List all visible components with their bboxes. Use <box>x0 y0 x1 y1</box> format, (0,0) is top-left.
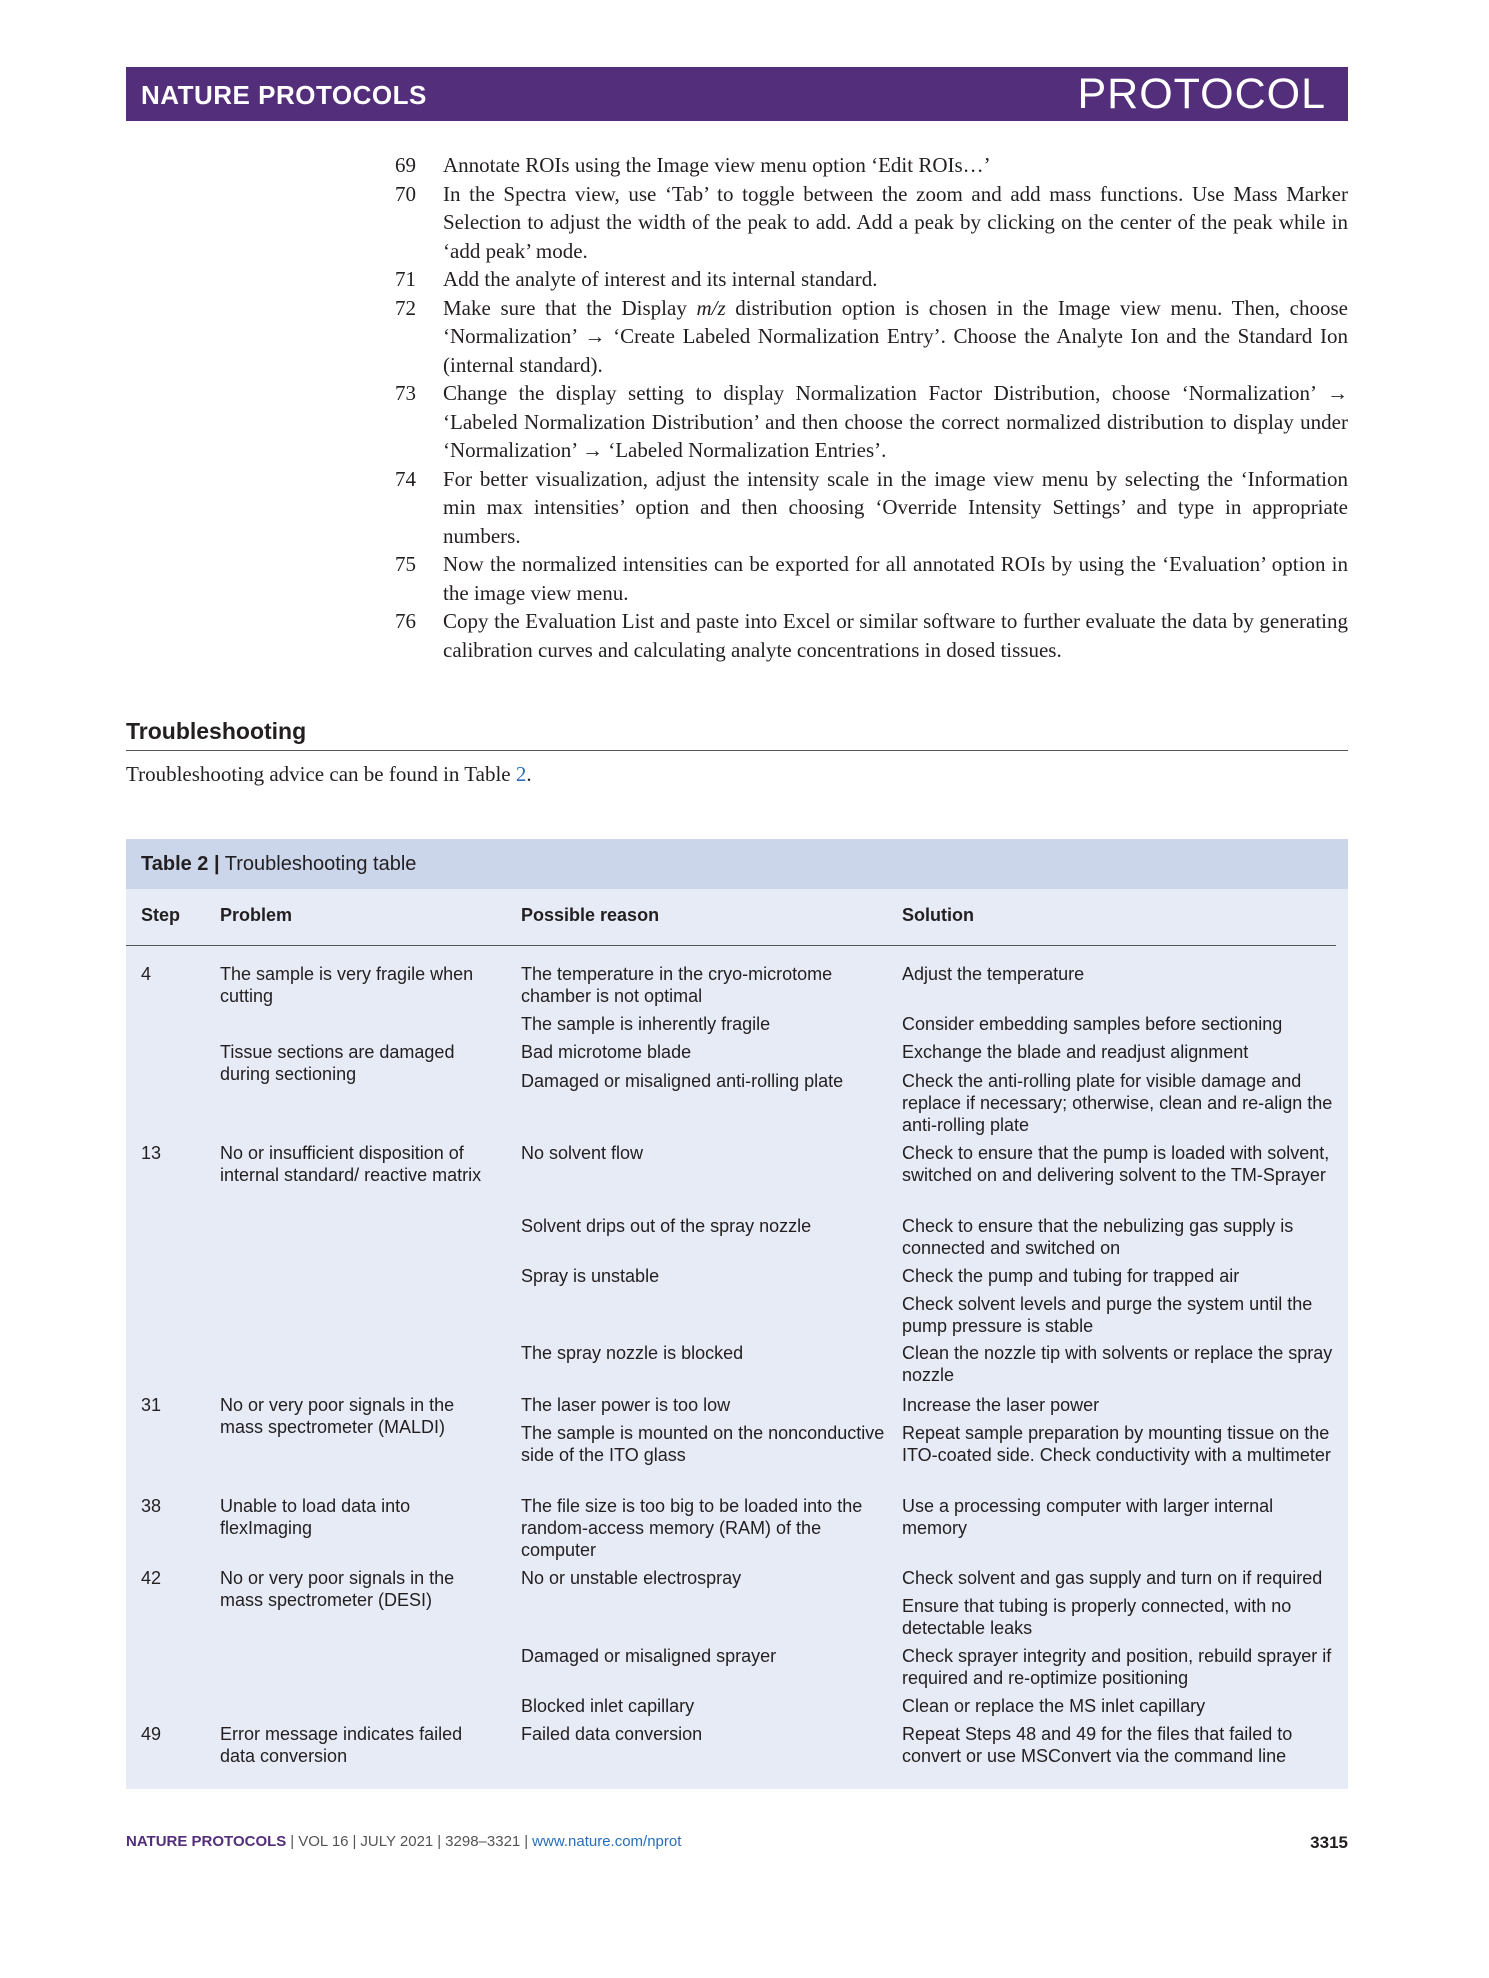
cell-step: 31 <box>141 1395 162 1415</box>
cell-solution: Exchange the blade and readjust alignment <box>902 1042 1249 1062</box>
step-text: Now the normalized intensities can be exported for all annotated ROIs by using the ‘Evaluation’ option in the image view menu. <box>443 552 1348 605</box>
step-number: 74 <box>395 466 416 491</box>
step-item <box>395 379 1348 465</box>
text-part: . <box>526 762 532 786</box>
step-item <box>395 550 1348 607</box>
step-item <box>395 607 1348 664</box>
troubleshooting-heading: Troubleshooting <box>126 718 1348 751</box>
cell-problem: Error message indicates failed data conversion <box>220 1724 463 1766</box>
cell-step: 49 <box>141 1724 162 1744</box>
cell-solution: Repeat sample preparation by mounting tissue on the ITO-coated side. Check conductivity with a multimeter <box>902 1423 1331 1465</box>
cell-solution: Clean or replace the MS inlet capillary <box>902 1696 1206 1716</box>
troubleshooting-table <box>126 839 1348 1789</box>
cell-reason: The file size is too big to be loaded into the random-access memory (RAM) of the computer <box>521 1496 863 1560</box>
step-number: 70 <box>395 181 416 206</box>
text-part: Troubleshooting advice can be found in Table <box>126 762 516 786</box>
cell-step: 13 <box>141 1143 162 1163</box>
cell-reason: Damaged or misaligned sprayer <box>521 1646 777 1666</box>
step-text: For better visualization, adjust the intensity scale in the image view menu by selecting the ‘Information min max intensities’ option and then choosing ‘Override Intensity Settings’ and type in appropriate numbers. <box>443 466 1348 548</box>
cell-problem: Unable to load data into flexImaging <box>220 1496 411 1538</box>
cell-solution: Clean the nozzle tip with solvents or replace the spray nozzle <box>902 1343 1333 1385</box>
step-text: Add the analyte of interest and its internal standard. <box>443 267 878 291</box>
step-text: Copy the Evaluation List and paste into Excel or similar software to further evaluate the data by generating calibration curves and calculating analyte concentrations in dosed tissues. <box>443 609 1348 662</box>
cell-step: 38 <box>141 1496 162 1516</box>
cell-reason: No or unstable electrospray <box>521 1568 742 1588</box>
cell-reason: The sample is inherently fragile <box>521 1014 771 1034</box>
cell-problem: No or insufficient disposition of internal standard/ reactive matrix <box>220 1143 482 1185</box>
step-text-part: Make sure that the Display <box>443 295 697 320</box>
table-body <box>126 839 1348 1789</box>
page-number: 3315 <box>1310 1833 1348 1852</box>
cell-step: 42 <box>141 1568 162 1588</box>
step-number: 75 <box>395 552 416 576</box>
step-number: 71 <box>395 267 416 291</box>
header-reason: Possible reason <box>521 905 660 925</box>
table-title: Troubleshooting table <box>224 853 417 875</box>
header-bar <box>126 67 1348 121</box>
article-type: PROTOCOL <box>1077 70 1326 118</box>
footer-date: JULY 2021 <box>360 1833 434 1850</box>
cell-solution: Check to ensure that the pump is loaded with solvent, switched on and delivering solvent to the TM-Sprayer <box>902 1143 1330 1185</box>
cell-reason: The spray nozzle is blocked <box>521 1343 744 1363</box>
step-text: In the Spectra view, use ‘Tab’ to toggle between the zoom and add mass functions. Use Mass Marker Selection to adjust the width of the peak to add. Add a peak by clicking on the center of the peak while in ‘add peak’ mode. <box>443 181 1348 263</box>
step-text: Annotate ROIs using the Image view menu option ‘Edit ROIs…’ <box>443 153 991 177</box>
footer-volume: VOL 16 <box>298 1833 349 1850</box>
step-number: 73 <box>395 381 416 405</box>
cell-solution: Check solvent and gas supply and turn on if required <box>902 1568 1323 1588</box>
cell-reason: No solvent flow <box>521 1143 644 1163</box>
header-solution: Solution <box>902 905 974 925</box>
cell-solution: Repeat Steps 48 and 49 for the files that failed to convert or use MSConvert via the command line <box>902 1724 1293 1766</box>
page-footer: NATURE PROTOCOLS | VOL 16 | JULY 2021 | 3298–3321 | www.nature.com/nprot 3315 <box>126 1833 1348 1852</box>
cell-solution: Use a processing computer with larger internal memory <box>902 1496 1274 1538</box>
header-step: Step <box>141 905 181 925</box>
troubleshooting-text <box>126 762 532 787</box>
cell-solution: Check the pump and tubing for trapped air <box>902 1266 1240 1286</box>
journal-name: NATURE PROTOCOLS <box>141 80 427 110</box>
cell-problem: The sample is very fragile when cutting <box>220 964 474 1006</box>
step-item <box>395 151 1348 180</box>
table-2-link[interactable]: 2 <box>515 762 527 786</box>
cell-problem: Tissue sections are damaged during sectioning <box>220 1042 455 1084</box>
cell-solution: Ensure that tubing is properly connected, with no detectable leaks <box>902 1596 1292 1638</box>
cell-reason: The temperature in the cryo-microtome chamber is not optimal <box>521 964 833 1006</box>
step-item <box>395 180 1348 266</box>
cell-reason: Damaged or misaligned anti-rolling plate <box>521 1071 844 1091</box>
procedure-steps <box>395 151 1348 664</box>
cell-solution: Check sprayer integrity and position, rebuild sprayer if required and re-optimize positioning <box>902 1646 1332 1688</box>
step-number: 69 <box>395 153 416 177</box>
cell-reason: The laser power is too low <box>521 1395 731 1415</box>
cell-problem: No or very poor signals in the mass spectrometer (DESI) <box>220 1568 455 1610</box>
cell-solution: Check to ensure that the nebulizing gas supply is connected and switched on <box>902 1216 1294 1258</box>
cell-reason: Spray is unstable <box>521 1266 660 1286</box>
cell-reason: Bad microtome blade <box>521 1042 692 1062</box>
cell-reason: The sample is mounted on the nonconductive side of the ITO glass <box>521 1423 885 1465</box>
step-item <box>395 265 1348 294</box>
step-number: 76 <box>395 609 416 633</box>
cell-reason: Blocked inlet capillary <box>521 1696 695 1716</box>
step-item <box>395 465 1348 551</box>
step-text-part: distribution option is chosen in the Image view menu. Then, choose ‘Normalization’ → ‘Create Labeled Normalization Entry’. Choose the Analyte Ion and the Standard Ion (internal standard). <box>443 295 1348 377</box>
step-text <box>443 294 1348 380</box>
cell-solution: Adjust the temperature <box>902 964 1085 984</box>
step-text: Change the display setting to display Normalization Factor Distribution, choose ‘Normalization’ → ‘Labeled Normalization Distribution’ and then choose the correct normalized distribution to display under ‘Normalization’ → ‘Labeled Normalization Entries’. <box>443 381 1348 462</box>
footer-journal: NATURE PROTOCOLS <box>126 1833 287 1850</box>
cell-solution: Consider embedding samples before sectioning <box>902 1014 1283 1034</box>
cell-problem: No or very poor signals in the mass spectrometer (MALDI) <box>220 1395 455 1437</box>
step-number: 72 <box>395 295 416 320</box>
table-label: Table 2 | <box>141 853 220 875</box>
cell-step: 4 <box>141 964 152 984</box>
cell-solution: Increase the laser power <box>902 1395 1100 1415</box>
step-text-italic: m/z <box>696 295 726 320</box>
cell-solution: Check the anti-rolling plate for visible damage and replace if necessary; otherwise, clean and re-align the anti-rolling plate <box>902 1071 1333 1135</box>
footer-url-link[interactable]: www.nature.com/nprot <box>532 1833 682 1850</box>
cell-solution: Check solvent levels and purge the system until the pump pressure is stable <box>902 1294 1313 1336</box>
cell-reason: Failed data conversion <box>521 1724 703 1744</box>
step-item <box>395 294 1348 380</box>
cell-reason: Solvent drips out of the spray nozzle <box>521 1216 812 1236</box>
header-problem: Problem <box>220 905 293 925</box>
footer-pages: 3298–3321 <box>445 1833 521 1850</box>
